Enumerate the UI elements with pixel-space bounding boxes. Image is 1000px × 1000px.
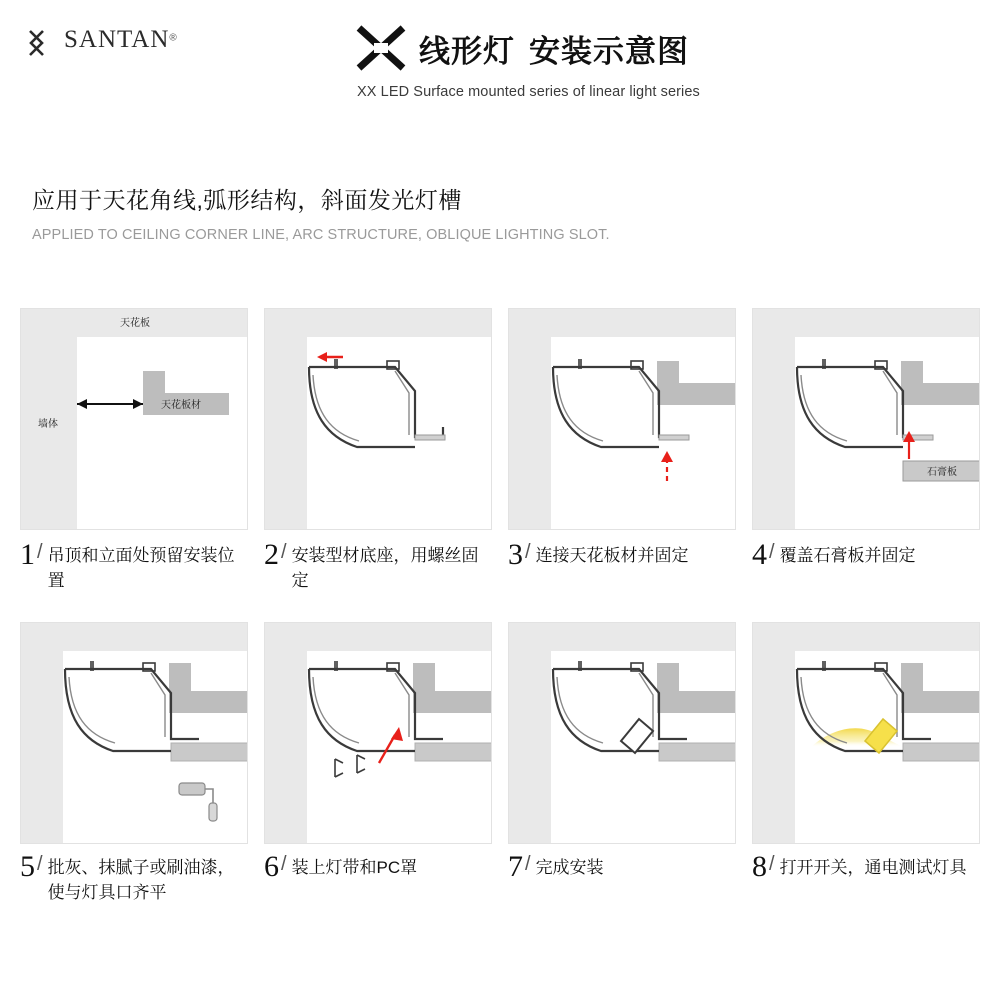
intro-block (32, 182, 962, 243)
step-cell-8 (752, 622, 980, 934)
step-cell-7 (508, 622, 736, 934)
brand-name (64, 26, 177, 54)
step-number-3: 3 (508, 538, 523, 571)
step-cell-2 (264, 308, 492, 622)
step-cell-3 (508, 308, 736, 622)
step-figure-1 (20, 308, 248, 530)
step-caption-2 (264, 540, 492, 604)
brand-name-text: SANTAN (64, 26, 170, 53)
step-figure-3 (508, 308, 736, 530)
step-number-6: 6 (264, 850, 279, 883)
step-figure-5 (20, 622, 248, 844)
header (0, 0, 1000, 130)
step-cell-1 (20, 308, 248, 622)
step-figure-4 (752, 308, 980, 530)
intro-english: APPLIED TO CEILING CORNER LINE, ARC STRUCTURE, OBLIQUE LIGHTING SLOT. (32, 227, 610, 243)
step-number-7: 7 (508, 850, 523, 883)
step-caption-5 (20, 852, 248, 916)
step-text-1: 吊顶和立面处预留安装位置 (47, 546, 235, 590)
step-slash-3: / (525, 541, 531, 563)
step-slash-8: / (769, 853, 775, 875)
step-number-8: 8 (752, 850, 767, 883)
step-text-2: 安装型材底座，用螺丝固定 (291, 546, 479, 590)
step-slash-1: / (37, 541, 43, 563)
steps-grid (20, 308, 980, 934)
step-cell-6 (264, 622, 492, 934)
page-title-main: 线形灯 (419, 33, 515, 69)
step-caption-1 (20, 540, 248, 604)
diagram-1 (21, 309, 248, 530)
title-block (355, 22, 700, 100)
step-text-5: 批灰、抹腻子或刷油漆，使与灯具口齐平 (47, 858, 235, 902)
step-slash-6: / (281, 853, 287, 875)
label-gypsum-board: 石膏板 (927, 467, 957, 478)
step-text-6: 装上灯带和PC罩 (291, 858, 418, 877)
page-subtitle: XX LED Surface mounted series of linear light series (357, 84, 700, 100)
step-text-4: 覆盖石膏板并固定 (779, 546, 916, 565)
step-caption-7 (508, 852, 736, 916)
diagram-2 (265, 309, 492, 530)
diagram-5 (21, 623, 248, 844)
step-slash-2: / (281, 541, 287, 563)
step-caption-8 (752, 852, 980, 916)
santan-x-logo-icon (28, 28, 58, 58)
x-cross-icon (355, 22, 407, 74)
step-number-4: 4 (752, 538, 767, 571)
step-slash-7: / (525, 853, 531, 875)
step-text-7: 完成安装 (535, 858, 604, 877)
diagram-8 (753, 623, 980, 844)
step-number-2: 2 (264, 538, 279, 571)
diagram-6 (265, 623, 492, 844)
diagram-4 (753, 309, 980, 530)
step-caption-4 (752, 540, 980, 604)
step-cell-5 (20, 622, 248, 934)
step-caption-6 (264, 852, 492, 916)
label-ceiling: 天花板 (120, 318, 150, 329)
diagram-3 (509, 309, 736, 530)
step-cell-4 (752, 308, 980, 622)
step-figure-8 (752, 622, 980, 844)
page-title-sub: 安装示意图 (529, 33, 689, 69)
page-title (419, 26, 689, 71)
diagram-7 (509, 623, 736, 844)
label-ceiling-board: 天花板材 (161, 400, 201, 411)
title-row (355, 22, 700, 74)
step-slash-4: / (769, 541, 775, 563)
step-caption-3 (508, 540, 736, 604)
intro-chinese: 应用于天花角线,弧形结构，斜面发光灯槽 (32, 187, 462, 213)
step-text-8: 打开开关，通电测试灯具 (779, 858, 967, 877)
step-figure-6 (264, 622, 492, 844)
step-number-5: 5 (20, 850, 35, 883)
step-figure-7 (508, 622, 736, 844)
label-wall: 墙体 (38, 419, 58, 430)
step-slash-5: / (37, 853, 43, 875)
step-text-3: 连接天花板材并固定 (535, 546, 689, 565)
step-figure-2 (264, 308, 492, 530)
brand-logo (28, 26, 177, 58)
step-number-1: 1 (20, 538, 35, 571)
brand-registered-mark: ® (169, 32, 177, 44)
